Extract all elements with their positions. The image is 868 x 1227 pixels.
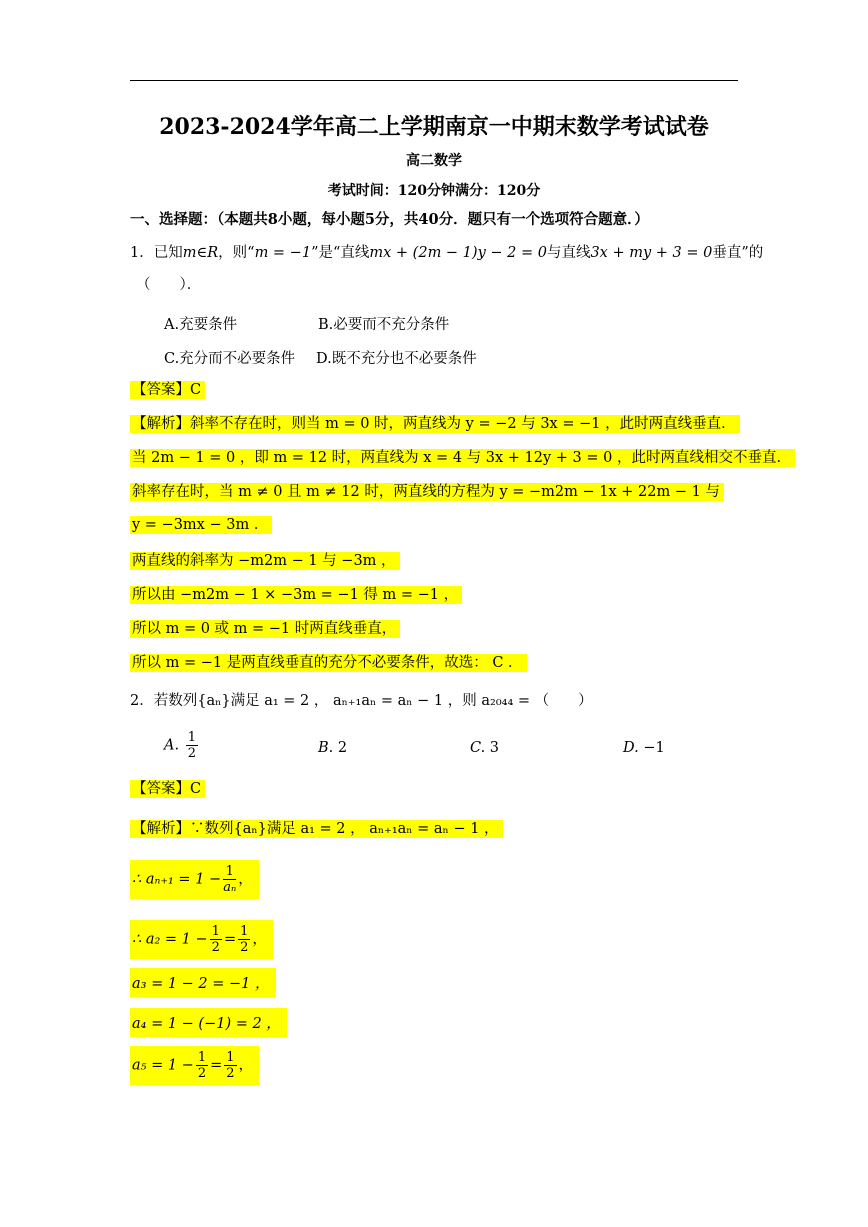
q2-option-a (164, 730, 200, 761)
fraction-denominator: 2 (211, 940, 220, 955)
fraction-numerator: 1 (223, 864, 236, 880)
q2-option-value: −1 (643, 740, 665, 756)
fraction-numerator: 1 (226, 1050, 235, 1065)
step-fraction (196, 1050, 208, 1081)
header-rule (130, 80, 738, 81)
q1-stem-part: 1．已知 (130, 245, 183, 261)
step-tail: ， (252, 931, 267, 948)
step-lhs: ∴ a₂ = 1 − (132, 931, 208, 948)
q2-step (130, 1046, 259, 1085)
q1-analysis-line (130, 514, 272, 536)
q2-option-label: C. (470, 740, 486, 756)
q1-stem (130, 242, 763, 264)
q1-option-c: C.充分而不必要条件 (164, 351, 296, 367)
fraction-numerator: 1 (211, 924, 220, 939)
step-tail: ， (238, 1057, 254, 1074)
q2-step (130, 1008, 287, 1037)
fraction-denominator: 2 (197, 1066, 207, 1081)
q2-answer (130, 778, 205, 800)
q2-analysis-intro (130, 818, 503, 840)
q1-stem-math: m∈R (182, 245, 219, 261)
step-fraction (210, 924, 222, 955)
q1-analysis-text: 【解析】斜率不存在时，则当 m = 0 时，两直线为 y = −2 与 3x = −1 ，此时两直线垂直． (130, 415, 740, 433)
step-fraction (238, 924, 250, 955)
q1-stem-math: 3x + my + 3 = 0 (590, 245, 713, 261)
q2-step (130, 968, 276, 997)
fraction-numerator: 1 (240, 924, 249, 939)
q1-stem-cont: （ ）． (136, 277, 202, 293)
step-eq: = (223, 931, 237, 948)
q2-option-label: A. (164, 737, 180, 754)
q1-stem-math: mx + (2m − 1)y − 2 = 0 (369, 245, 547, 261)
q1-answer-text: 【答案】C (130, 381, 205, 399)
q1-analysis-text: 当 2m − 1 = 0 ，即 m = 12 时，两直线为 x = 4 与 3x + 12y + 3 = 0 ，此时两直线相交不垂直． (130, 449, 795, 467)
q2-option-a-fraction (186, 730, 198, 761)
step-lhs: a₅ = 1 − (132, 1057, 194, 1074)
q1-analysis-line (130, 550, 400, 572)
fraction-denominator: 2 (240, 940, 249, 955)
fraction-denominator: 2 (226, 1066, 235, 1081)
q1-stem-part: ”是“直线 (311, 245, 370, 261)
q1-analysis-text: 斜率存在时，当 m ≠ 0 且 m ≠ 12 时，两直线的方程为 y = −m2m − 1x + 22m − 1 与 (130, 483, 724, 501)
subject-label: 高二数学 (406, 153, 462, 169)
q1-stem-part: 与直线 (546, 245, 591, 261)
q2-option-value: 3 (489, 740, 500, 756)
q1-analysis-line (130, 652, 527, 674)
section-heading: 一、选择题：（本题共8小题，每小题5分，共40分．题只有一个选项符合题意．） (130, 211, 649, 228)
q2-answer-text: 【答案】C (130, 780, 205, 798)
step-text: a₃ = 1 − 2 = −1 ， (132, 976, 270, 992)
step-eq: = (210, 1057, 223, 1074)
q1-analysis-text: 所以由 −m2m − 1 × −3m = −1 得 m = −1 ， (130, 586, 462, 604)
q1-answer (130, 379, 205, 401)
q2-option-b (318, 740, 347, 756)
q2-option-label: B. (318, 740, 334, 756)
step-lhs: ∴ aₙ₊₁ = 1 − (132, 871, 222, 888)
step-tail: ， (238, 871, 253, 888)
q1-stem-part: ，则“ (218, 245, 255, 261)
q1-stem-math: m = −1 (254, 245, 312, 261)
step-fraction (224, 1050, 236, 1081)
q1-option-b: B.必要而不充分条件 (318, 317, 450, 333)
q2-option-label: D. (623, 740, 639, 756)
q1-stem-part: 垂直”的 (712, 245, 764, 261)
q2-option-c (470, 740, 499, 756)
q1-analysis-text: 所以 m = 0 或 m = −1 时两直线垂直， (130, 620, 400, 638)
q1-analysis-line (130, 447, 795, 469)
q1-analysis-text: 两直线的斜率为 −m2m − 1 与 −3m ， (130, 552, 400, 570)
page-title: 2023-2024学年高二上学期南京一中期末数学考试试卷 (159, 114, 709, 140)
q2-step (130, 920, 273, 959)
q1-analysis-line (130, 618, 400, 640)
fraction-numerator: 1 (197, 1050, 207, 1065)
fraction-numerator: 1 (187, 730, 196, 745)
fraction-denominator: aₙ (223, 880, 237, 895)
fraction-denominator: 2 (187, 746, 196, 761)
q1-analysis-line (130, 481, 724, 503)
q2-option-value: 2 (337, 740, 348, 756)
step-fraction (223, 864, 236, 895)
q2-analysis-text: 【解析】∵数列{aₙ}满足 a₁ = 2 ， aₙ₊₁aₙ = aₙ − 1 ， (130, 820, 503, 838)
q1-option-a: A.充要条件 (164, 317, 238, 333)
exam-info: 考试时间：120分钟满分：120分 (327, 183, 541, 199)
q2-stem: 2．若数列{aₙ}满足 a₁ = 2 ， aₙ₊₁aₙ = aₙ − 1 ，则 a₂₀₄₄ = （ ） (130, 693, 593, 709)
step-text: a₄ = 1 − (−1) = 2 ， (132, 1016, 281, 1032)
q1-analysis-line (130, 584, 462, 606)
q2-option-d (623, 740, 665, 756)
q1-analysis-line (130, 413, 740, 435)
q2-step (130, 860, 259, 899)
q1-analysis-text: y = −3mx − 3m ． (130, 516, 272, 534)
q1-option-d: D.既不充分也不必要条件 (316, 351, 477, 367)
q1-analysis-text: 所以 m = −1 是两直线垂直的充分不必要条件，故选： C ． (130, 654, 527, 672)
